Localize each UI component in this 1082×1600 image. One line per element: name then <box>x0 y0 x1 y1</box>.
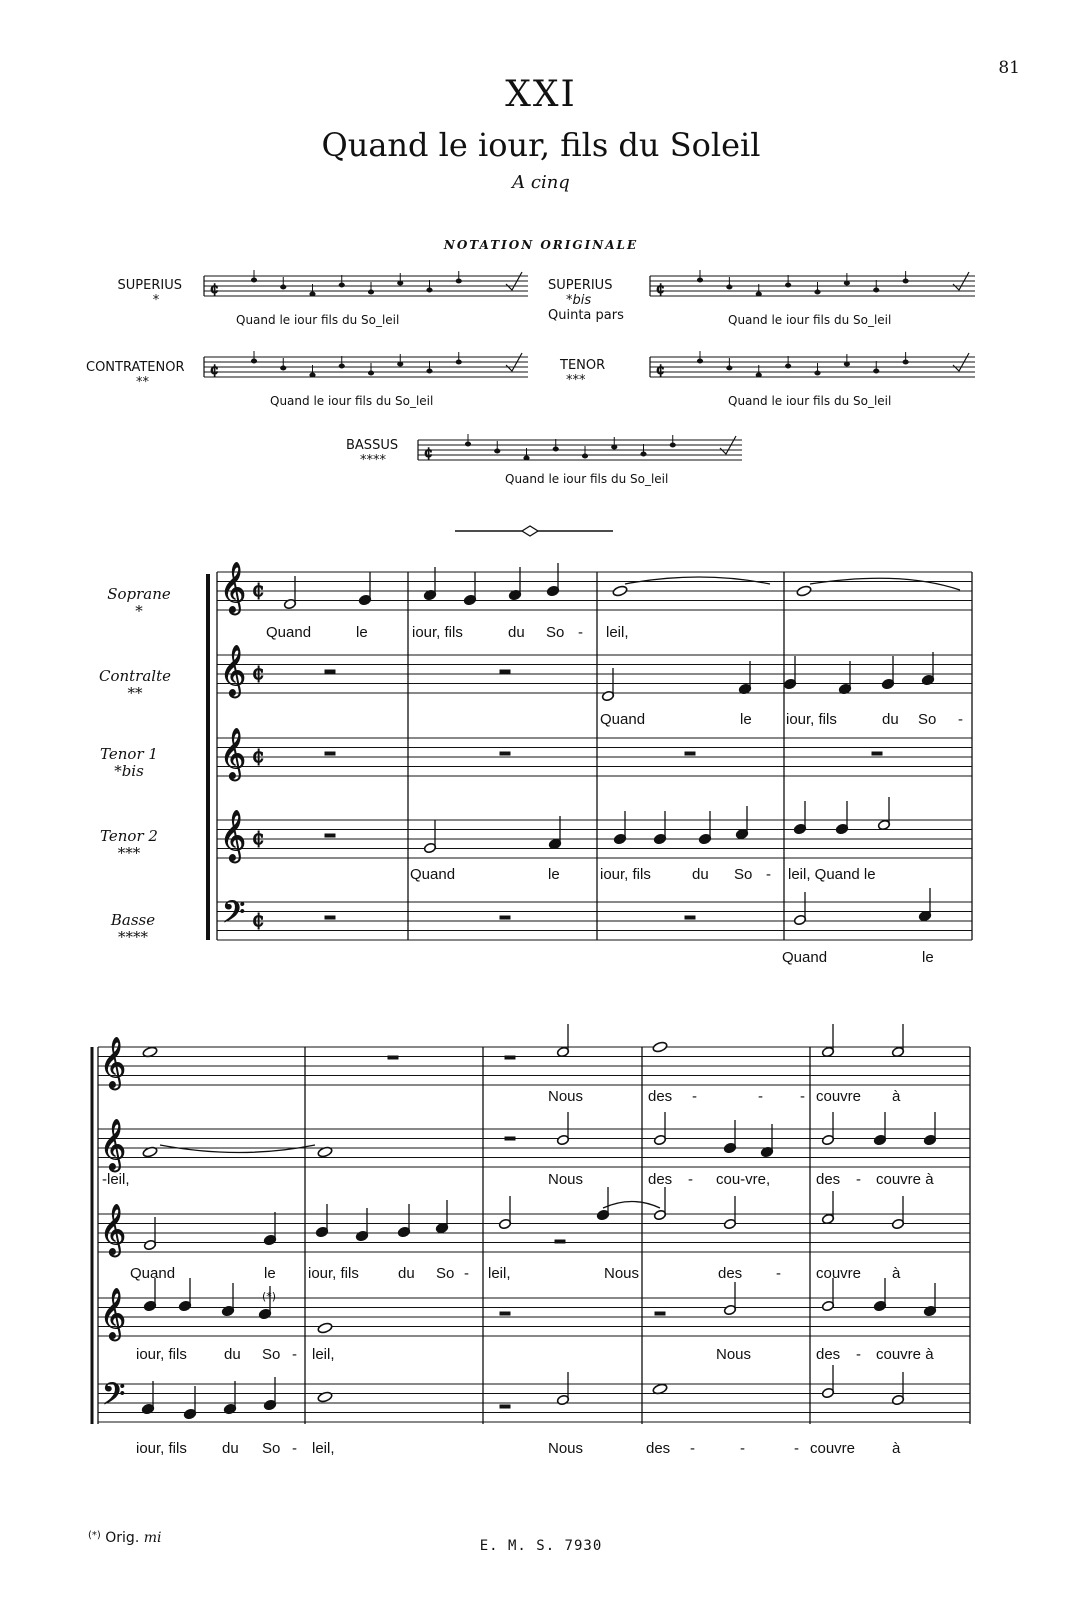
lyric-s2-v4-5: leil, <box>312 1346 335 1363</box>
lyric-s2-v5-8: - <box>690 1440 695 1457</box>
lyric-s1-contralte-1: Quand <box>600 711 646 728</box>
rest <box>325 916 335 919</box>
plate-number: E. M. S. 7930 <box>479 1538 603 1554</box>
lyric-s2-v3-10: - <box>776 1265 781 1282</box>
rest <box>505 1137 515 1140</box>
rest <box>500 1312 510 1315</box>
lyric-s2-v5-3: So <box>262 1440 281 1457</box>
lyric-s1-contralte-4: du <box>882 711 899 728</box>
note <box>317 1391 333 1403</box>
lyric-s2-v4-7: des <box>816 1346 841 1363</box>
lyric-s1-soprane-3: iour, fils <box>412 624 463 641</box>
tie <box>810 578 960 590</box>
note <box>652 1041 668 1053</box>
lyric-s2-v3-1: Quand <box>130 1265 176 1282</box>
rest <box>872 752 882 755</box>
treble-clef-icon: 𝄞 <box>220 728 247 779</box>
lyric-s2-v3-7: leil, <box>488 1265 511 1282</box>
cut-time-icon: ¢ <box>210 362 219 378</box>
page-number: 81 <box>998 58 1020 78</box>
notation-heading: NOTATION ORIGINALE <box>443 238 639 252</box>
incipit-label-bassus: BASSUS **** <box>346 438 399 468</box>
cut-time-icon: ¢ <box>424 445 433 461</box>
incipit-lyric-bassus: Quand le iour fils du So_leil <box>505 472 669 486</box>
voice-label-basse: Basse **** <box>110 911 156 946</box>
lyric-s2-v4-1: iour, fils <box>136 1346 187 1363</box>
lyric-s2-v1-5: - <box>800 1088 805 1105</box>
lyric-s1-contralte-6: - <box>958 711 963 728</box>
incipit-lyric-contratenor: Quand le iour fils du So_leil <box>270 394 434 408</box>
lyric-s2-v2-3: des <box>648 1171 673 1188</box>
divider-diamond <box>522 526 538 536</box>
lyric-s2-v5-2: du <box>222 1440 239 1457</box>
footnote: (*) Orig. mi <box>88 1530 162 1546</box>
rest <box>555 1240 565 1243</box>
lyric-s2-v5-6: Nous <box>548 1440 584 1457</box>
lyric-s1-tenor2-5: So <box>734 866 753 883</box>
incipit-label-tenor: TENOR *** <box>560 358 606 388</box>
lyric-s1-basse-1: Quand <box>782 949 828 966</box>
voice-label-soprane: Soprane * <box>107 585 171 620</box>
lyric-s2-v5-4: - <box>292 1440 297 1457</box>
treble-clef-icon: 𝄞 <box>220 562 247 613</box>
treble-clef-icon: 𝄞 <box>100 1204 127 1255</box>
lyric-s2-v3-2: le <box>264 1265 276 1282</box>
lyric-s1-soprane-2: le <box>356 624 368 641</box>
incipit-label-contratenor: CONTRATENOR ** <box>86 360 185 390</box>
bass-clef-icon: 𝄢 <box>222 896 246 937</box>
piece-number: XXI <box>505 74 577 115</box>
lyric-s2-v2-2: Nous <box>548 1171 584 1188</box>
lyric-s2-v2-6: des <box>816 1171 841 1188</box>
lyric-s2-v3-6: - <box>464 1265 469 1282</box>
cut-time-icon: ¢ <box>252 577 265 601</box>
cut-time-icon: ¢ <box>210 281 219 297</box>
lyric-s1-contralte-3: iour, fils <box>786 711 837 728</box>
lyric-s1-tenor2-3: iour, fils <box>600 866 651 883</box>
rest <box>500 752 510 755</box>
lyric-s1-soprane-4: du <box>508 624 525 641</box>
cut-time-icon: ¢ <box>252 907 265 931</box>
treble-clef-icon: 𝄞 <box>100 1119 127 1170</box>
incipit-lyric-tenor: Quand le iour fils du So_leil <box>728 394 892 408</box>
lyric-s2-v2-4: - <box>688 1171 693 1188</box>
lyric-s1-basse-2: le <box>922 949 934 966</box>
lyric-s1-contralte-2: le <box>740 711 752 728</box>
cut-time-icon: ¢ <box>252 825 265 849</box>
incipit-lyric-superius-bis: Quand le iour fils du So_leil <box>728 313 892 327</box>
rest <box>685 916 695 919</box>
lyric-s2-v1-1: Nous <box>548 1088 584 1105</box>
rest <box>500 916 510 919</box>
incipit-lyric-superius: Quand le iour fils du So_leil <box>236 313 400 327</box>
cut-time-icon: ¢ <box>656 281 665 297</box>
lyric-s2-v2-8: couvre à <box>876 1171 934 1188</box>
rest <box>388 1056 398 1059</box>
lyric-s2-v5-9: - <box>740 1440 745 1457</box>
piece-title: Quand le iour, fils du Soleil <box>321 126 761 164</box>
tie <box>160 1145 315 1153</box>
lyric-s2-v1-2: des <box>648 1088 673 1105</box>
lyric-s1-soprane-7: leil, <box>606 624 629 641</box>
lyric-s2-v3-9: des <box>718 1265 743 1282</box>
rest <box>505 1056 515 1059</box>
lyric-s2-v4-9: couvre à <box>876 1346 934 1363</box>
cut-time-icon: ¢ <box>252 660 265 684</box>
lyric-s1-tenor2-1: Quand <box>410 866 456 883</box>
voice-label-tenor-1: Tenor 1 *bis <box>100 745 158 780</box>
lyric-s1-soprane-6: - <box>578 624 583 641</box>
lyric-s2-v5-7: des <box>646 1440 671 1457</box>
lyric-s2-v3-11: couvre <box>816 1265 862 1282</box>
lyric-s2-v4-6: Nous <box>716 1346 752 1363</box>
note <box>612 585 628 597</box>
lyric-s2-v5-10: - <box>794 1440 799 1457</box>
lyric-s2-v3-8: Nous <box>604 1265 640 1282</box>
lyric-s2-v2-5: cou-vre, <box>716 1171 771 1188</box>
lyric-s2-v1-4: - <box>758 1088 763 1105</box>
note <box>796 585 812 597</box>
piece-subtitle: A cinq <box>512 172 570 193</box>
lyric-s2-v3-5: So <box>436 1265 455 1282</box>
rest <box>325 834 335 837</box>
lyric-s2-v5-11: couvre <box>810 1440 856 1457</box>
treble-clef-icon: 𝄞 <box>220 810 247 861</box>
tie <box>603 1202 660 1209</box>
lyric-s1-tenor2-6: - <box>766 866 771 883</box>
lyric-s2-v5-5: leil, <box>312 1440 335 1457</box>
cut-time-icon: ¢ <box>656 362 665 378</box>
editorial-annotation: (*) <box>262 1290 277 1303</box>
treble-clef-icon: 𝄞 <box>100 1288 127 1339</box>
note <box>317 1322 333 1334</box>
cut-time-icon: ¢ <box>252 743 265 767</box>
lyric-s2-v1-7: à <box>892 1088 901 1105</box>
lyric-s2-v3-12: à <box>892 1265 901 1282</box>
lyric-s2-v4-3: So <box>262 1346 281 1363</box>
treble-clef-icon: 𝄞 <box>220 645 247 696</box>
lyric-s1-contralte-5: So <box>918 711 937 728</box>
bass-clef-icon: 𝄢 <box>102 1378 126 1419</box>
lyric-s2-v1-6: couvre <box>816 1088 862 1105</box>
lyric-s2-v4-2: du <box>224 1346 241 1363</box>
tie <box>625 577 770 584</box>
voice-label-contralte: Contralte ** <box>98 667 171 702</box>
rest <box>325 752 335 755</box>
incipit-label-superius-bis: SUPERIUS *bis Quinta pars <box>548 278 624 323</box>
rest <box>500 670 510 673</box>
rest <box>655 1312 665 1315</box>
lyric-s1-tenor2-7: leil, Quand le <box>788 866 876 883</box>
rest <box>325 670 335 673</box>
rest <box>500 1405 510 1408</box>
lyric-s2-v1-3: - <box>692 1088 697 1105</box>
lyric-s2-v4-8: - <box>856 1346 861 1363</box>
lyric-s2-v5-1: iour, fils <box>136 1440 187 1457</box>
lyric-s2-v2-1: -leil, <box>102 1171 130 1188</box>
voice-label-tenor-2: Tenor 2 *** <box>100 827 158 862</box>
lyric-s2-v4-4: - <box>292 1346 297 1363</box>
lyric-s2-v3-4: du <box>398 1265 415 1282</box>
lyric-s1-soprane-1: Quand <box>266 624 312 641</box>
lyric-s1-tenor2-4: du <box>692 866 709 883</box>
rest <box>685 752 695 755</box>
lyric-s1-tenor2-2: le <box>548 866 560 883</box>
lyric-s1-soprane-5: So <box>546 624 565 641</box>
incipit-label-superius: SUPERIUS * <box>117 278 182 308</box>
lyric-s2-v2-7: - <box>856 1171 861 1188</box>
lyric-s2-v5-12: à <box>892 1440 901 1457</box>
lyric-s2-v3-3: iour, fils <box>308 1265 359 1282</box>
treble-clef-icon: 𝄞 <box>100 1037 127 1088</box>
